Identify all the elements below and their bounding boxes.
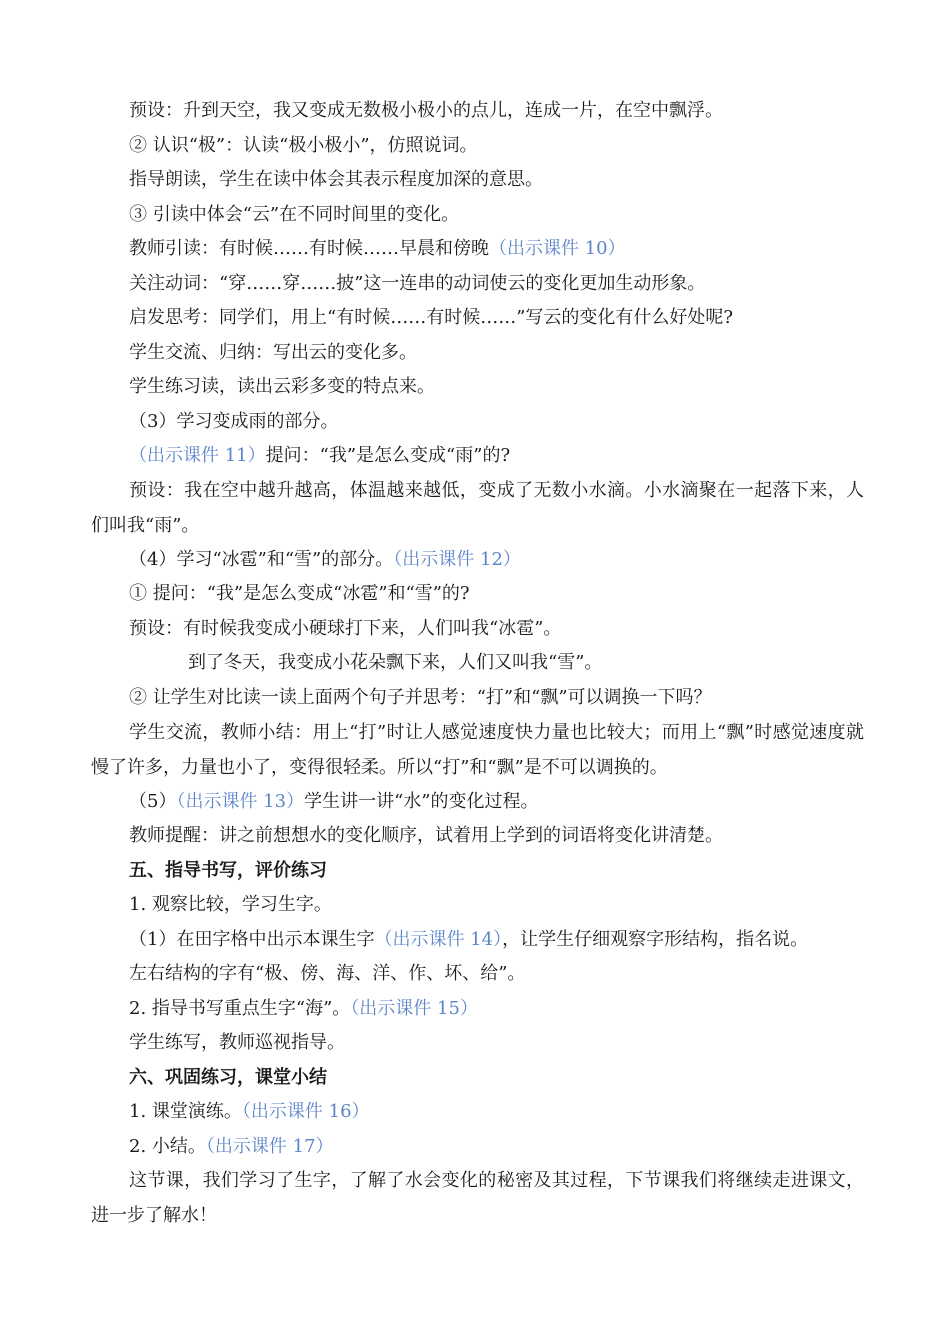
hail-preset: 预设：有时候我变成小硬球打下来，人们叫我“冰雹”。 bbox=[129, 618, 562, 639]
summary-item: 2. 小结。（出示课件 17） bbox=[129, 1136, 334, 1157]
courseware-ref: （出示课件 11） bbox=[129, 445, 266, 466]
inspire-thinking: 启发思考：同学们，用上“有时候……有时候……”写云的变化有什么好处呢? bbox=[129, 307, 734, 328]
focus-verbs: 关注动词：“穿……穿……披”这一连串的动词使云的变化更加生动形象。 bbox=[129, 273, 706, 294]
courseware-ref: （出示课件 10） bbox=[489, 238, 626, 259]
heading-writing-guide: 五、指导书写，评价练习 bbox=[129, 860, 327, 881]
learn-ji-step: ② 认识“极”：认读“极小极小”，仿照说词。 bbox=[129, 135, 478, 156]
left-right-structure: 左右结构的字有“极、傍、海、洋、作、坏、给”。 bbox=[129, 963, 526, 984]
student-practice-read: 学生练习读，读出云彩多变的特点来。 bbox=[129, 376, 435, 397]
rain-question: （出示课件 11）提问：“我”是怎么变成“雨”的? bbox=[129, 445, 511, 466]
guide-reading: 指导朗读，学生在读中体会其表示程度加深的意思。 bbox=[129, 169, 543, 190]
student-writing: 学生练写，教师巡视指导。 bbox=[129, 1032, 345, 1053]
student-summary: 学生交流、归纳：写出云的变化多。 bbox=[129, 342, 417, 363]
preset-rise-sky: 预设：升到天空，我又变成无数极小极小的点儿，连成一片，在空中飘浮。 bbox=[129, 100, 723, 121]
teacher-lead-reading: 教师引读：有时候……有时候……早晨和傍晚（出示课件 10） bbox=[129, 238, 626, 259]
snow-preset: 到了冬天，我变成小花朵飘下来，人们又叫我“雪”。 bbox=[188, 652, 603, 673]
show-new-characters: （1）在田字格中出示本课生字（出示课件 14），让学生仔细观察字形结构，指名说。 bbox=[129, 929, 809, 950]
teacher-reminder: 教师提醒：讲之前想想水的变化顺序，试着用上学到的词语将变化讲清楚。 bbox=[129, 825, 723, 846]
observe-compare: 1. 观察比较，学习生字。 bbox=[129, 894, 332, 915]
compare-sentences: ② 让学生对比读一读上面两个句子并思考：“打”和“飘”可以调换一下吗？ bbox=[129, 687, 712, 708]
courseware-ref: （出示课件 13） bbox=[176, 791, 305, 812]
closing-paragraph: 这节课，我们学习了生字，了解了水会变化的秘密及其过程，下节课我们将继续走进课文，进一步了解水！ bbox=[91, 1170, 864, 1226]
teacher-conclusion: 学生交流，教师小结：用上“打”时让人感觉速度快力量也比较大；而用上“飘”时感觉速度就慢了许多，力量也小了，变得很轻柔。所以“打”和“飘”是不可以调换的。 bbox=[91, 722, 864, 778]
courseware-ref: （出示课件 12） bbox=[393, 549, 521, 570]
section-hail-snow: （4）学习“冰雹”和“雪”的部分。（出示课件 12） bbox=[129, 549, 521, 570]
water-change-retell: （5）（出示课件 13）学生讲一讲“水”的变化过程。 bbox=[129, 791, 539, 812]
write-key-character: 2. 指导书写重点生字“海”。（出示课件 15） bbox=[129, 998, 478, 1019]
cloud-change-step: ③ 引读中体会“云”在不同时间里的变化。 bbox=[129, 204, 460, 225]
section-rain: （3）学习变成雨的部分。 bbox=[129, 411, 339, 432]
class-exercise: 1. 课堂演练。（出示课件 16） bbox=[129, 1101, 370, 1122]
courseware-ref: （出示课件 16） bbox=[241, 1101, 370, 1122]
hail-snow-question: ① 提问：“我”是怎么变成“冰雹”和“雪”的? bbox=[129, 583, 470, 604]
heading-consolidate: 六、巩固练习，课堂小结 bbox=[129, 1067, 327, 1088]
courseware-ref: （出示课件 15） bbox=[350, 998, 478, 1019]
courseware-ref: （出示课件 17） bbox=[205, 1136, 334, 1157]
courseware-ref: （出示课件 14） bbox=[374, 929, 503, 950]
rain-preset: 预设：我在空中越升越高，体温越来越低，变成了无数小水滴。小水滴聚在一起落下来，人们叫我“雨”。 bbox=[91, 480, 864, 536]
